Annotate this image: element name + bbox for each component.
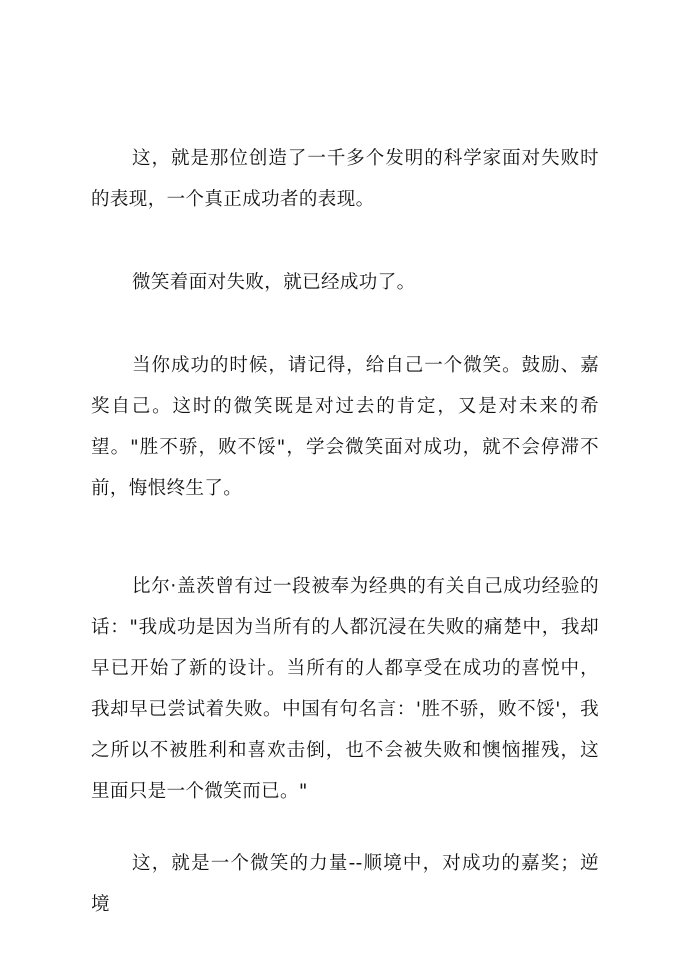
paragraph-bill-gates-quote: 比尔·盖茨曾有过一段被奉为经典的有关自己成功经验的话："我成功是因为当所有的人都沉浸在失败的痛楚中，我却早已开始了新的设计。当所有的人都享受在成功的喜悦中，我却早已尝试着失败。中国有句名言：'胜不骄，败不馁'，我之所以不被胜利和喜欢击倒，也不会被失败和懊恼摧残，这里面只是一个微笑而已。" — [91, 576, 599, 802]
paragraph-smile-at-success: 当你成功的时候，请记得，给自己一个微笑。鼓励、嘉奖自己。这时的微笑既是对过去的肯定，又是对未来的希望。"胜不骄，败不馁"，学会微笑面对成功，就不会停滞不前，悔恨终生了。 — [91, 355, 599, 499]
paragraph-smile-at-failure: 微笑着面对失败，就已经成功了。 — [132, 272, 416, 293]
paragraph-scientist-failure: 这，就是那位创造了一千多个发明的科学家面对失败时的表现，一个真正成功者的表现。 — [91, 148, 599, 210]
paragraph-power-of-smile: 这，就是一个微笑的力量--顺境中，对成功的嘉奖；逆境 — [91, 853, 599, 915]
